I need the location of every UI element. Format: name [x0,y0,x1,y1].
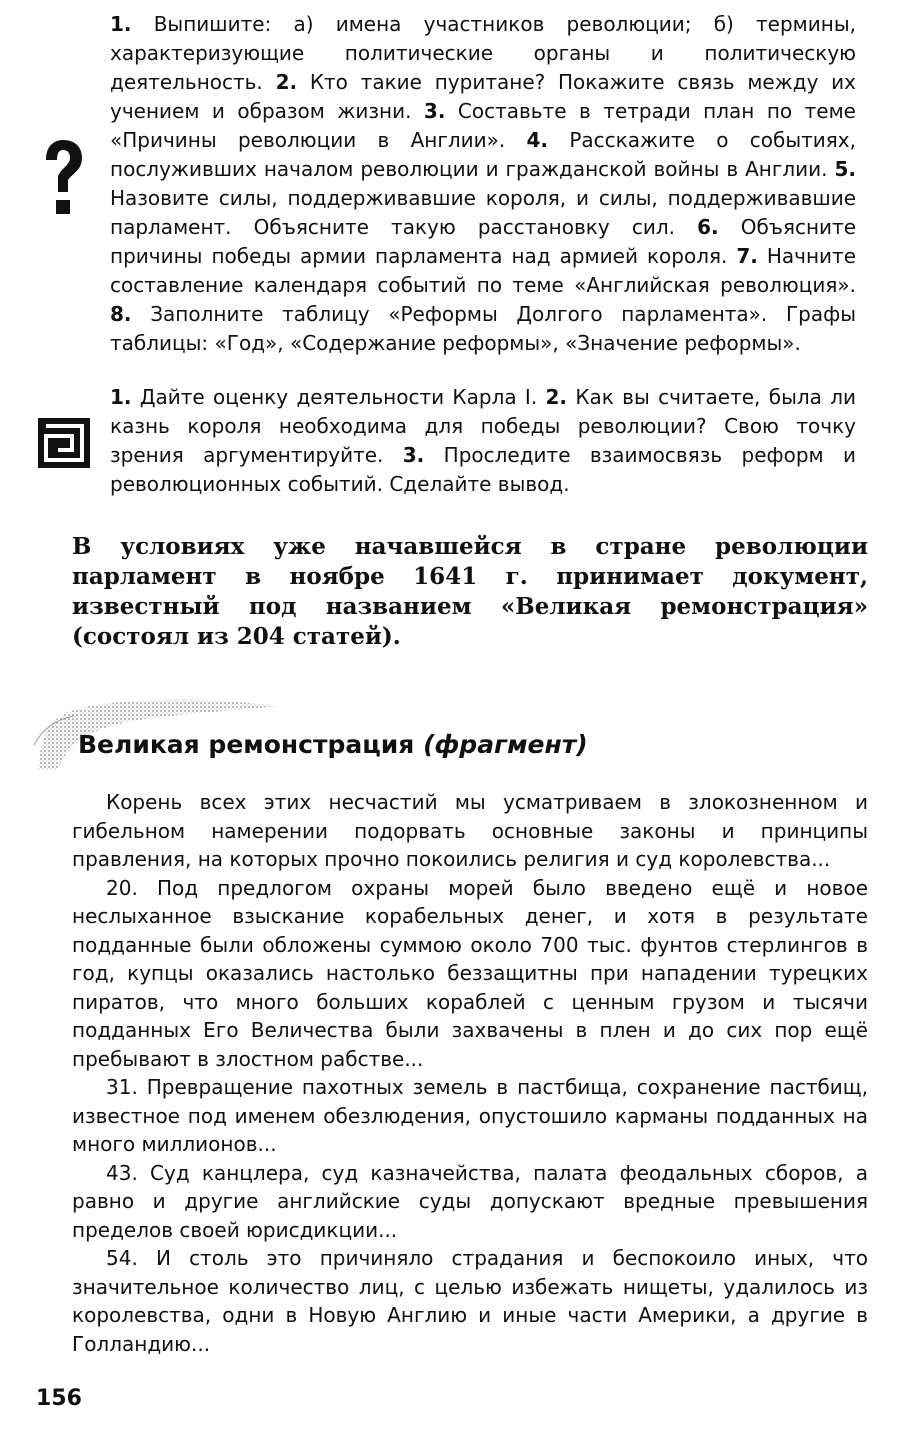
tasks-block [110,383,856,499]
question-mark-icon [38,138,88,218]
question-number: 1. [110,12,132,36]
question-number: 3. [423,99,446,123]
intro-paragraph: В условиях уже начавшейся в стране революции парламент в ноябре 1641 г. принимает документ, известный под названием «Великая ремонстрация» (состоял из 204 статей). [72,533,868,650]
question-text: Кто такие пуритане? Покажите связь между их учением и образом жизни. [110,70,856,123]
task-text: Как вы считаете, была ли казнь короля необходима для победы революции? Свою точку зрения аргументируйте. [110,385,856,467]
question-number: 8. [110,302,132,326]
question-number: 2. [275,70,298,94]
question-number: 7. [736,244,758,268]
fragment-paragraph: 43. Суд канцлера, суд казначейства, палата феодальных сборов, а равно и другие английские суды допускают вредные превышения пределов своей юрисдикции... [72,1160,868,1242]
fragment-paragraph: Корень всех этих несчастий мы усматриваем в злокозненном и гибельном намерении подорвать основные законы и принципы правления, на которых прочно покоились религия и суд королевства... [72,790,868,871]
document-title: Великая ремонстрация [78,730,415,759]
task-number: 2. [545,385,568,409]
question-text: Выпишите: а) имена участников революции; б) термины, характеризующие политические органы и политическую деятельность. [110,12,856,94]
document-fragment [72,788,868,1358]
question-number: 4. [526,128,549,152]
question-text: Назовите силы, поддерживавшие короля, и силы, поддерживавшие парламент. Объясните такую расстановку сил. [110,186,856,239]
task-text: Дайте оценку деятельности Карла I. [131,385,546,409]
spiral-icon [36,416,92,470]
fragment-paragraph: 54. И столь это причиняло страдания и беспокоило иных, что значительное количество лиц, с целью избежать нищеты, удалилось из королевства, одни в Новую Англию и иные части Америки, а другие в Голландию... [72,1246,868,1356]
question-text: Расскажите о событиях, послуживших началом революции и гражданской войны в Англии. [110,128,856,181]
document-heading [28,690,728,780]
question-number: 6. [697,215,719,239]
fragment-paragraph: 20. Под предлогом охраны морей было введено ещё и новое неслыханное взыскание корабельных денег, и хотя в результате подданные были обложены суммою около 700 тыс. фунтов стерлингов в год, купцы оказались настолько беззащитны при нападении турецких пиратов, что много больших кораблей с ценным грузом и тысячи подданных Его Величества были захвачены в плен и до сих пор ещё пребывают в злостном рабстве... [72,875,868,1071]
task-text: Проследите взаимосвязь реформ и революционных событий. Сделайте вывод. [110,443,856,496]
task-number: 3. [402,443,425,467]
question-text: Заполните таблицу «Реформы Долгого парламента». Графы таблицы: «Год», «Содержание реформы», «Значение реформы». [110,302,856,355]
document-subtitle: (фрагмент) [423,730,588,759]
question-text: Составьте в тетради план по теме «Причины революции в Англии». [110,99,856,152]
fragment-paragraph: 31. Превращение пахотных земель в пастбища, сохранение пастбищ, известное под именем обезлюдения, опустошило карманы подданных на много миллионов... [72,1075,868,1156]
question-number: 5. [834,157,856,181]
page-number: 156 [36,1386,82,1411]
questions-block [110,10,856,358]
question-text: Начните составление календаря событий по теме «Английская революция». [110,244,857,297]
task-number: 1. [110,385,132,409]
question-text: Объясните причины победы армии парламента над армией короля. [110,215,856,268]
